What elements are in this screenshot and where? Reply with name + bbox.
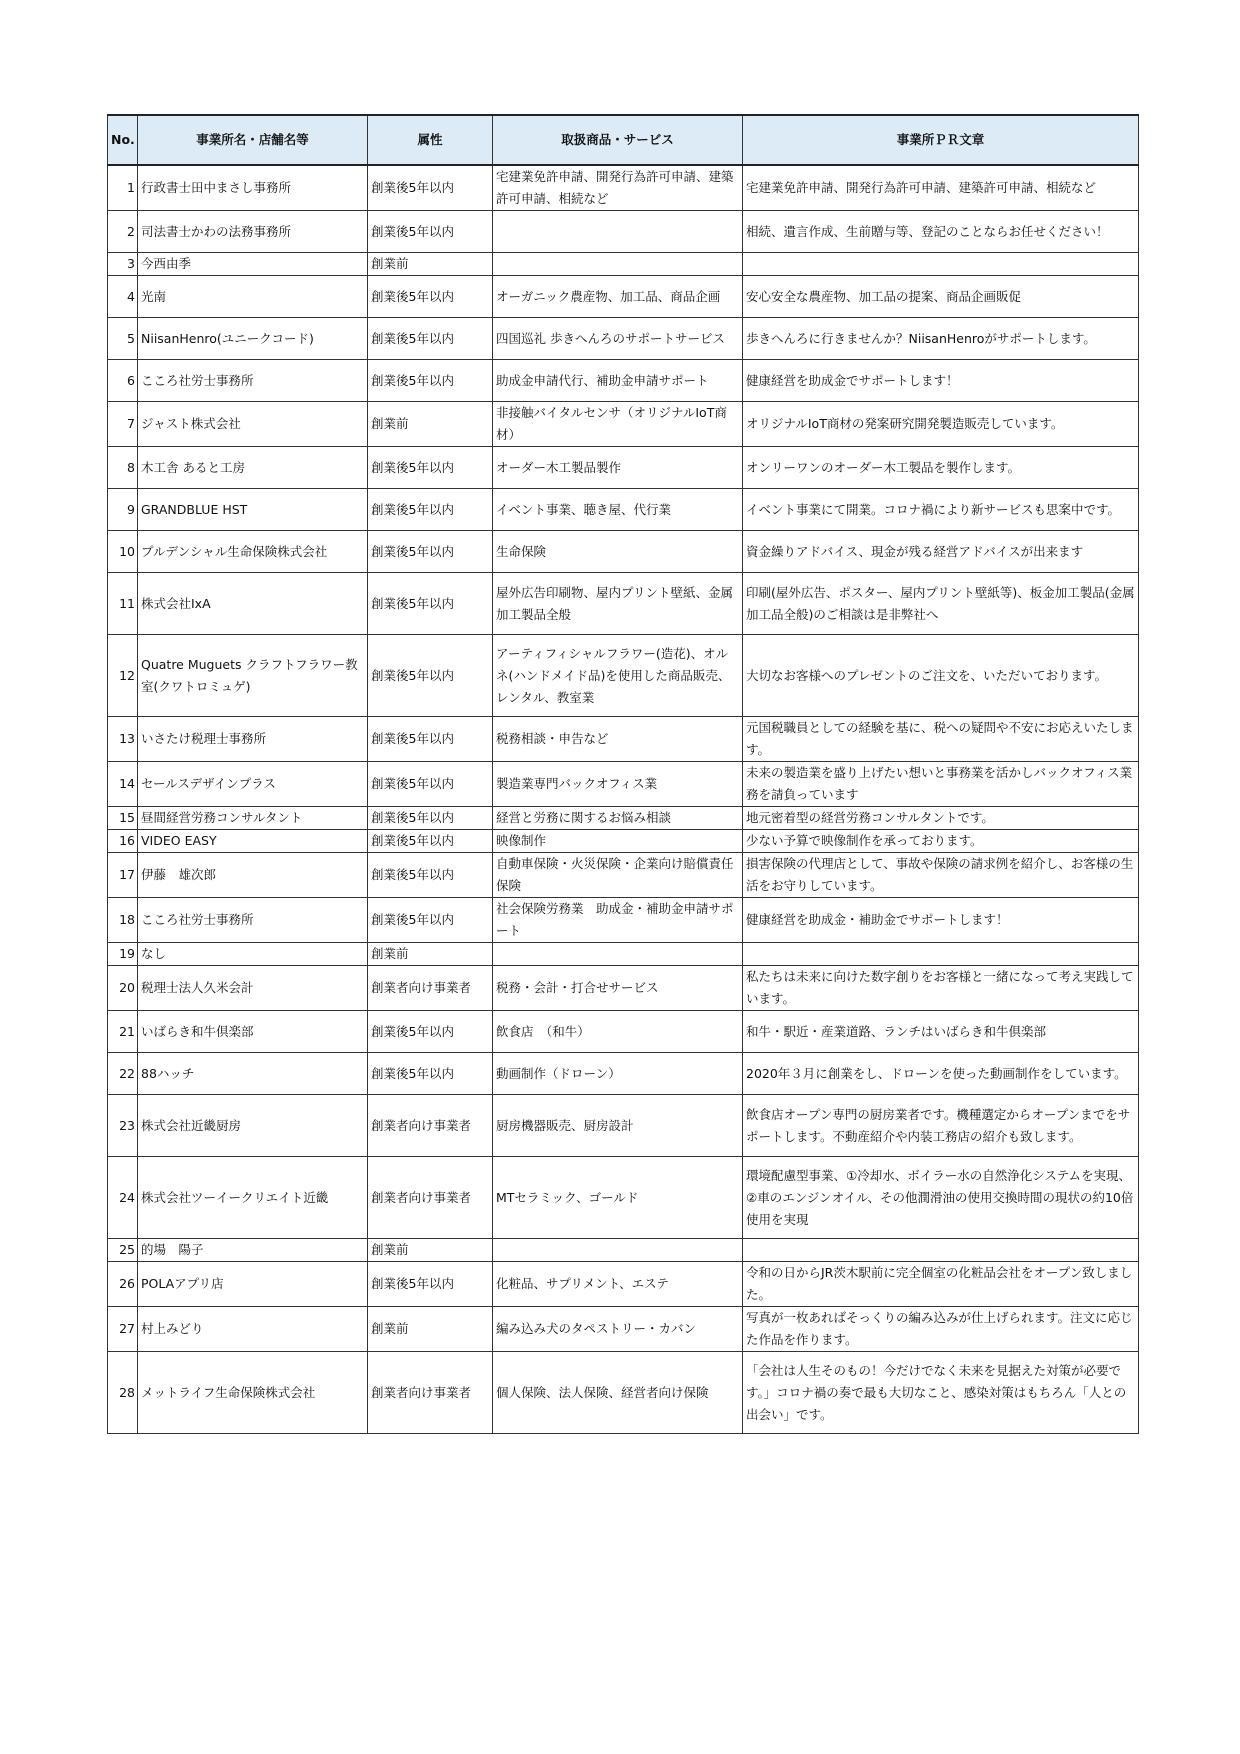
cell-name: 今西由季 [138, 253, 368, 276]
cell-pr: 私たちは未来に向けた数字創りをお客様と一緒になって考え実践しています。 [743, 966, 1139, 1011]
table-row [108, 1157, 1139, 1239]
cell-no: 7 [108, 402, 138, 447]
cell-name: 行政書士田中まさし事務所 [138, 165, 368, 211]
cell-name: 伊藤 雄次郎 [138, 853, 368, 898]
cell-name: セールスデザインプラス [138, 762, 368, 807]
table-row [108, 1352, 1139, 1434]
cell-no: 2 [108, 211, 138, 253]
table-row [108, 531, 1139, 573]
cell-attr: 創業者向け事業者 [368, 966, 493, 1011]
cell-attr: 創業者向け事業者 [368, 1095, 493, 1157]
cell-pr [743, 253, 1139, 276]
cell-no: 22 [108, 1053, 138, 1095]
cell-pr: 健康経営を助成金でサポートします！ [743, 360, 1139, 402]
cell-name: なし [138, 943, 368, 966]
cell-service [493, 253, 743, 276]
cell-service [493, 943, 743, 966]
table-row [108, 1095, 1139, 1157]
cell-attr: 創業後5年以内 [368, 1011, 493, 1053]
cell-pr: 和牛・駅近・産業道路、ランチはいばらき和牛倶楽部 [743, 1011, 1139, 1053]
cell-pr: 写真が一枚あればそっくりの編み込みが仕上げられます。注文に応じた作品を作ります。 [743, 1307, 1139, 1352]
cell-pr: 相続、遺言作成、生前贈与等、登記のことならお任せください！ [743, 211, 1139, 253]
table-row [108, 966, 1139, 1011]
cell-no: 21 [108, 1011, 138, 1053]
cell-no: 26 [108, 1262, 138, 1307]
table-row [108, 447, 1139, 489]
cell-pr: 資金繰りアドバイス、現金が残る経営アドバイスが出来ます [743, 531, 1139, 573]
cell-name: 株式会社近畿厨房 [138, 1095, 368, 1157]
cell-name: 司法書士かわの法務事務所 [138, 211, 368, 253]
cell-pr: 令和の日からJR茨木駅前に完全個室の化粧品会社をオープン致しました。 [743, 1262, 1139, 1307]
cell-name: こころ社労士事務所 [138, 898, 368, 943]
cell-attr: 創業後5年以内 [368, 318, 493, 360]
cell-name: いばらき和牛倶楽部 [138, 1011, 368, 1053]
cell-service: 厨房機器販売、厨房設計 [493, 1095, 743, 1157]
cell-attr: 創業後5年以内 [368, 447, 493, 489]
cell-attr: 創業後5年以内 [368, 360, 493, 402]
cell-no: 16 [108, 830, 138, 853]
cell-no: 15 [108, 807, 138, 830]
cell-pr [743, 1239, 1139, 1262]
cell-pr: 健康経営を助成金・補助金でサポートします！ [743, 898, 1139, 943]
table-row [108, 165, 1139, 211]
table-row [108, 360, 1139, 402]
table-row [108, 717, 1139, 762]
cell-pr: 宅建業免許申請、開発行為許可申請、建築許可申請、相続など [743, 165, 1139, 211]
cell-service: イベント事業、聴き屋、代行業 [493, 489, 743, 531]
cell-attr: 創業後5年以内 [368, 807, 493, 830]
cell-pr [743, 943, 1139, 966]
header-row [108, 115, 1139, 165]
cell-service: 社会保険労務業 助成金・補助金申請サポート [493, 898, 743, 943]
cell-attr: 創業後5年以内 [368, 573, 493, 635]
cell-no: 14 [108, 762, 138, 807]
cell-no: 23 [108, 1095, 138, 1157]
cell-name: プルデンシャル生命保険株式会社 [138, 531, 368, 573]
cell-service: MTセラミック、ゴールド [493, 1157, 743, 1239]
cell-name: 光南 [138, 276, 368, 318]
cell-pr: オリジナルIoT商材の発案研究開発製造販売しています。 [743, 402, 1139, 447]
cell-attr: 創業後5年以内 [368, 531, 493, 573]
cell-service: オーダー木工製品製作 [493, 447, 743, 489]
table-row [108, 943, 1139, 966]
cell-name: GRANDBLUE HST [138, 489, 368, 531]
company-list-table [107, 114, 1139, 1434]
cell-no: 20 [108, 966, 138, 1011]
cell-service: 経営と労務に関するお悩み相談 [493, 807, 743, 830]
cell-service: 自動車保険・火災保険・企業向け賠償責任保険 [493, 853, 743, 898]
cell-attr: 創業後5年以内 [368, 489, 493, 531]
cell-no: 24 [108, 1157, 138, 1239]
cell-service: 個人保険、法人保険、経営者向け保険 [493, 1352, 743, 1434]
cell-service: 税務・会計・打合せサービス [493, 966, 743, 1011]
cell-attr: 創業後5年以内 [368, 635, 493, 717]
table-row [108, 807, 1139, 830]
cell-service: 非接触バイタルセンサ（オリジナルIoT商材） [493, 402, 743, 447]
table-row [108, 211, 1139, 253]
cell-no: 4 [108, 276, 138, 318]
table-row [108, 762, 1139, 807]
cell-attr: 創業後5年以内 [368, 276, 493, 318]
table-row [108, 635, 1139, 717]
table-row [108, 1053, 1139, 1095]
header-name: 事業所名・店舗名等 [138, 115, 368, 165]
table-row [108, 1011, 1139, 1053]
cell-no: 13 [108, 717, 138, 762]
cell-attr: 創業後5年以内 [368, 1262, 493, 1307]
cell-service: 生命保険 [493, 531, 743, 573]
cell-no: 17 [108, 853, 138, 898]
cell-name: 木工舎 あると工房 [138, 447, 368, 489]
cell-no: 11 [108, 573, 138, 635]
cell-attr: 創業前 [368, 253, 493, 276]
table-row [108, 253, 1139, 276]
cell-service: 四国巡礼 歩きへんろのサポートサービス [493, 318, 743, 360]
cell-no: 18 [108, 898, 138, 943]
header-attr: 属性 [368, 115, 493, 165]
cell-attr: 創業後5年以内 [368, 762, 493, 807]
cell-name: VIDEO EASY [138, 830, 368, 853]
cell-no: 19 [108, 943, 138, 966]
cell-pr: 損害保険の代理店として、事故や保険の請求例を紹介し、お客様の生活をお守りしています。 [743, 853, 1139, 898]
cell-service [493, 211, 743, 253]
table-row [108, 489, 1139, 531]
cell-service: 税務相談・申告など [493, 717, 743, 762]
cell-service: 映像制作 [493, 830, 743, 853]
cell-no: 3 [108, 253, 138, 276]
cell-service: 編み込み犬のタペストリー・カバン [493, 1307, 743, 1352]
cell-service: 宅建業免許申請、開発行為許可申請、建築許可申請、相続など [493, 165, 743, 211]
cell-name: NiisanHenro(ユニークコード) [138, 318, 368, 360]
cell-name: 税理士法人久米会計 [138, 966, 368, 1011]
cell-pr: 安心安全な農産物、加工品の提案、商品企画販促 [743, 276, 1139, 318]
header-pr: 事業所ＰＲ文章 [743, 115, 1139, 165]
table-row [108, 573, 1139, 635]
cell-no: 12 [108, 635, 138, 717]
cell-no: 5 [108, 318, 138, 360]
header-no: No. [108, 115, 138, 165]
cell-attr: 創業後5年以内 [368, 853, 493, 898]
cell-attr: 創業者向け事業者 [368, 1157, 493, 1239]
cell-attr: 創業前 [368, 402, 493, 447]
cell-pr: 「会社は人生そのもの！今だけでなく未来を見据えた対策が必要です。」コロナ禍の奏で最も大切なこと、感染対策はもちろん「人との出会い」です。 [743, 1352, 1139, 1434]
cell-name: いさたけ税理士事務所 [138, 717, 368, 762]
cell-attr: 創業前 [368, 1239, 493, 1262]
cell-attr: 創業後5年以内 [368, 1053, 493, 1095]
cell-attr: 創業前 [368, 943, 493, 966]
table-row [108, 1262, 1139, 1307]
cell-service [493, 1239, 743, 1262]
cell-attr: 創業後5年以内 [368, 830, 493, 853]
cell-name: メットライフ生命保険株式会社 [138, 1352, 368, 1434]
table-row [108, 830, 1139, 853]
cell-no: 8 [108, 447, 138, 489]
cell-pr: 未来の製造業を盛り上げたい想いと事務業を活かしバックオフィス業務を請負っています [743, 762, 1139, 807]
cell-attr: 創業者向け事業者 [368, 1352, 493, 1434]
cell-name: ジャスト株式会社 [138, 402, 368, 447]
table-body [108, 165, 1139, 1434]
cell-name: 株式会社IxA [138, 573, 368, 635]
table-row [108, 1307, 1139, 1352]
cell-pr: 印刷(屋外広告、ポスター、屋内プリント壁紙等)、板金加工製品(金属加工品全般)のご相談は是非弊社へ [743, 573, 1139, 635]
cell-service: 製造業専門バックオフィス業 [493, 762, 743, 807]
table-row [108, 402, 1139, 447]
cell-pr: 地元密着型の経営労務コンサルタントです。 [743, 807, 1139, 830]
cell-service: 飲食店 （和牛） [493, 1011, 743, 1053]
cell-service: 化粧品、サプリメント、エステ [493, 1262, 743, 1307]
cell-no: 25 [108, 1239, 138, 1262]
cell-name: こころ社労士事務所 [138, 360, 368, 402]
cell-name: POLAアプリ店 [138, 1262, 368, 1307]
cell-service: 助成金申請代行、補助金申請サポート [493, 360, 743, 402]
cell-pr: 歩きへんろに行きませんか？NiisanHenroがサポートします。 [743, 318, 1139, 360]
cell-pr: 飲食店オープン専門の厨房業者です。機種選定からオープンまでをサポートします。不動産紹介や内装工務店の紹介も致します。 [743, 1095, 1139, 1157]
cell-pr: オンリーワンのオーダー木工製品を製作します。 [743, 447, 1139, 489]
cell-service: 動画制作（ドローン） [493, 1053, 743, 1095]
cell-name: 88ハッチ [138, 1053, 368, 1095]
cell-attr: 創業後5年以内 [368, 165, 493, 211]
table-header [108, 115, 1139, 165]
cell-pr: 少ない予算で映像制作を承っております。 [743, 830, 1139, 853]
cell-no: 6 [108, 360, 138, 402]
cell-pr: 環境配慮型事業、①冷却水、ボイラー水の自然浄化システムを実現、②車のエンジンオイル、その他潤滑油の使用交換時間の現状の約10倍使用を実現 [743, 1157, 1139, 1239]
cell-attr: 創業後5年以内 [368, 898, 493, 943]
cell-no: 28 [108, 1352, 138, 1434]
cell-no: 9 [108, 489, 138, 531]
table-row [108, 1239, 1139, 1262]
cell-name: Quatre Muguets クラフトフラワー教室(クワトロミュゲ) [138, 635, 368, 717]
cell-pr: 大切なお客様へのプレゼントのご注文を、いただいております。 [743, 635, 1139, 717]
cell-attr: 創業前 [368, 1307, 493, 1352]
cell-attr: 創業後5年以内 [368, 717, 493, 762]
cell-name: 株式会社ツーイークリエイト近畿 [138, 1157, 368, 1239]
cell-service: 屋外広告印刷物、屋内プリント壁紙、金属加工製品全般 [493, 573, 743, 635]
table-row [108, 318, 1139, 360]
cell-attr: 創業後5年以内 [368, 211, 493, 253]
cell-no: 1 [108, 165, 138, 211]
table-row [108, 898, 1139, 943]
table-row [108, 276, 1139, 318]
cell-pr: 元国税職員としての経験を基に、税への疑問や不安にお応えいたします。 [743, 717, 1139, 762]
table-row [108, 853, 1139, 898]
cell-name: 村上みどり [138, 1307, 368, 1352]
cell-service: アーティフィシャルフラワー(造花)、オルネ(ハンドメイド品)を使用した商品販売、レンタル、教室業 [493, 635, 743, 717]
header-service: 取扱商品・サービス [493, 115, 743, 165]
cell-pr: イベント事業にて開業。コロナ禍により新サービスも思案中です。 [743, 489, 1139, 531]
cell-service: オーガニック農産物、加工品、商品企画 [493, 276, 743, 318]
cell-pr: 2020年３月に創業をし、ドローンを使った動画制作をしています。 [743, 1053, 1139, 1095]
cell-no: 27 [108, 1307, 138, 1352]
cell-no: 10 [108, 531, 138, 573]
cell-name: 的場 陽子 [138, 1239, 368, 1262]
cell-name: 昼間経営労務コンサルタント [138, 807, 368, 830]
